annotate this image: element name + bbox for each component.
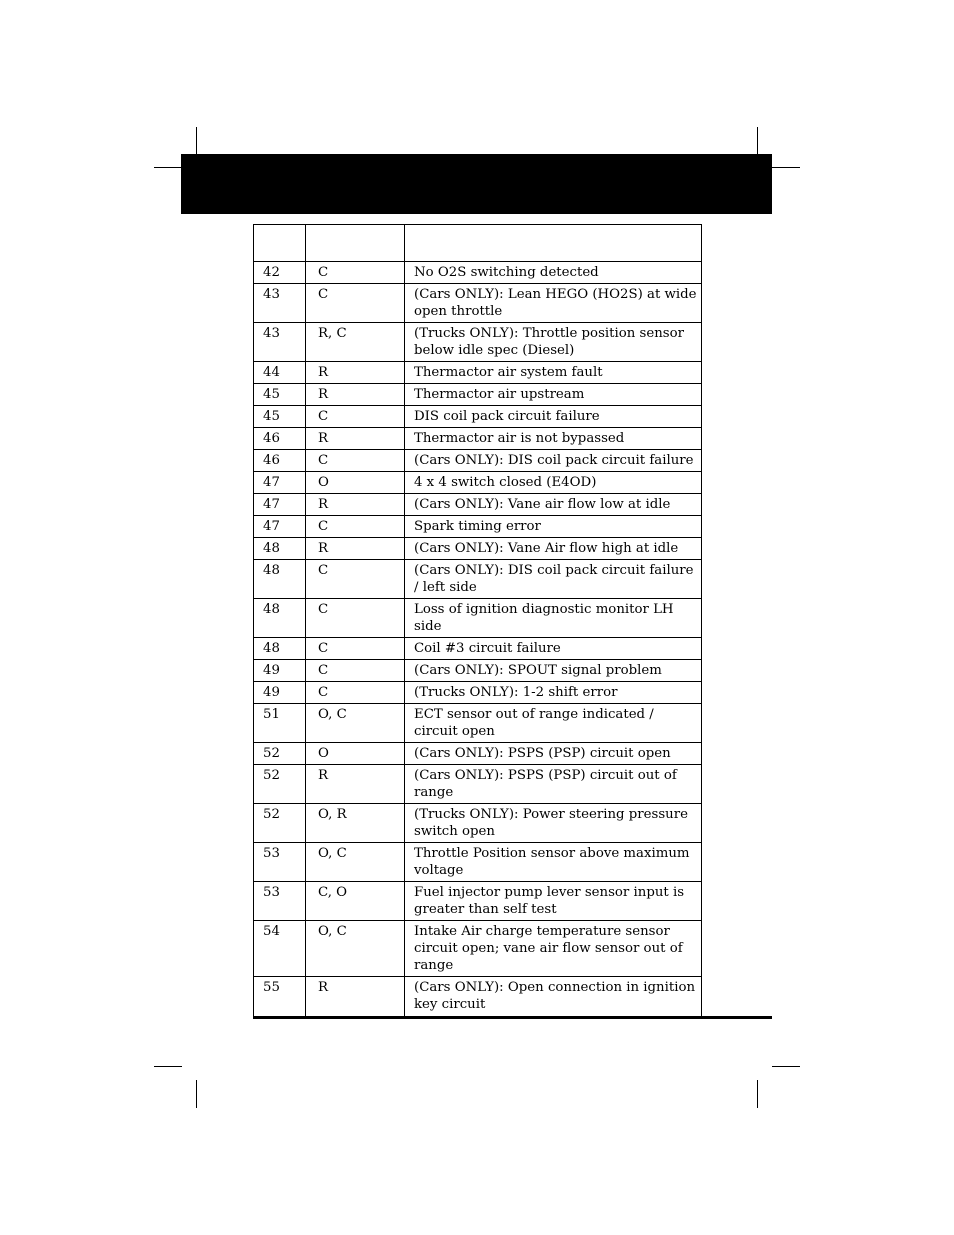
- table-header: [254, 225, 702, 262]
- code-cell: 47: [254, 472, 306, 494]
- code-cell: 52: [254, 743, 306, 765]
- type-cell: C: [306, 560, 405, 599]
- description-cell: (Cars ONLY): PSPS (PSP) circuit open: [405, 743, 702, 765]
- header-banner: [181, 154, 772, 214]
- code-cell: 53: [254, 843, 306, 882]
- type-cell: C: [306, 599, 405, 638]
- crop-mark-top-right: [757, 127, 758, 155]
- description-cell: Throttle Position sensor above maximum voltage: [405, 843, 702, 882]
- description-cell: (Cars ONLY): SPOUT signal problem: [405, 660, 702, 682]
- code-cell: 47: [254, 516, 306, 538]
- table-row: [254, 682, 702, 704]
- type-cell: C: [306, 660, 405, 682]
- description-cell: DIS coil pack circuit failure: [405, 406, 702, 428]
- code-cell: 55: [254, 977, 306, 1019]
- header-description: [405, 225, 702, 262]
- table-row: [254, 921, 702, 977]
- table-row: [254, 765, 702, 804]
- header-row: [254, 225, 702, 262]
- code-cell: 53: [254, 882, 306, 921]
- type-cell: C: [306, 262, 405, 284]
- description-cell: Thermactor air is not bypassed: [405, 428, 702, 450]
- code-cell: 48: [254, 538, 306, 560]
- code-cell: 51: [254, 704, 306, 743]
- type-cell: C: [306, 682, 405, 704]
- type-cell: C, O: [306, 882, 405, 921]
- code-cell: 52: [254, 804, 306, 843]
- code-cell: 45: [254, 384, 306, 406]
- table-row: [254, 450, 702, 472]
- code-cell: 48: [254, 599, 306, 638]
- table-row: [254, 843, 702, 882]
- table-row: [254, 362, 702, 384]
- crop-mark-bottom-left-horizontal: [154, 1066, 182, 1067]
- table-row: [254, 406, 702, 428]
- description-cell: Thermactor air upstream: [405, 384, 702, 406]
- description-cell: Coil #3 circuit failure: [405, 638, 702, 660]
- code-cell: 46: [254, 428, 306, 450]
- code-cell: 43: [254, 284, 306, 323]
- type-cell: C: [306, 516, 405, 538]
- type-cell: O, C: [306, 921, 405, 977]
- crop-mark-top-left: [196, 127, 197, 155]
- description-cell: (Trucks ONLY): Power steering pressure switch open: [405, 804, 702, 843]
- type-cell: O, C: [306, 704, 405, 743]
- table-row: [254, 262, 702, 284]
- code-cell: 43: [254, 323, 306, 362]
- type-cell: O: [306, 472, 405, 494]
- table-row: [254, 538, 702, 560]
- table-row: [254, 638, 702, 660]
- code-cell: 42: [254, 262, 306, 284]
- description-cell: (Cars ONLY): DIS coil pack circuit failure: [405, 450, 702, 472]
- table-row: [254, 284, 702, 323]
- code-cell: 48: [254, 638, 306, 660]
- description-cell: No O2S switching detected: [405, 262, 702, 284]
- footer-rule: [253, 1016, 772, 1019]
- description-cell: Spark timing error: [405, 516, 702, 538]
- crop-mark-bottom-right-horizontal: [772, 1066, 800, 1067]
- description-cell: (Cars ONLY): Vane Air flow high at idle: [405, 538, 702, 560]
- code-cell: 49: [254, 682, 306, 704]
- code-table: [253, 224, 702, 1019]
- type-cell: O, R: [306, 804, 405, 843]
- code-cell: 54: [254, 921, 306, 977]
- type-cell: R, C: [306, 323, 405, 362]
- description-cell: Loss of ignition diagnostic monitor LH side: [405, 599, 702, 638]
- header-code: [254, 225, 306, 262]
- code-cell: 49: [254, 660, 306, 682]
- type-cell: R: [306, 362, 405, 384]
- table-body: [254, 262, 702, 1019]
- table-row: [254, 804, 702, 843]
- type-cell: C: [306, 450, 405, 472]
- type-cell: R: [306, 384, 405, 406]
- description-cell: (Trucks ONLY): 1-2 shift error: [405, 682, 702, 704]
- table-row: [254, 743, 702, 765]
- description-cell: Fuel injector pump lever sensor input is greater than self test: [405, 882, 702, 921]
- description-cell: (Trucks ONLY): Throttle position sensor below idle spec (Diesel): [405, 323, 702, 362]
- table-row: [254, 494, 702, 516]
- code-cell: 44: [254, 362, 306, 384]
- code-cell: 48: [254, 560, 306, 599]
- header-type: [306, 225, 405, 262]
- code-cell: 46: [254, 450, 306, 472]
- description-cell: (Cars ONLY): DIS coil pack circuit failure / left side: [405, 560, 702, 599]
- type-cell: R: [306, 428, 405, 450]
- table-row: [254, 599, 702, 638]
- type-cell: O: [306, 743, 405, 765]
- crop-mark-bottom-left: [196, 1080, 197, 1108]
- type-cell: R: [306, 494, 405, 516]
- table-row: [254, 472, 702, 494]
- code-cell: 45: [254, 406, 306, 428]
- table-row: [254, 882, 702, 921]
- table-row: [254, 660, 702, 682]
- type-cell: C: [306, 638, 405, 660]
- table-row: [254, 323, 702, 362]
- code-cell: 47: [254, 494, 306, 516]
- description-cell: ECT sensor out of range indicated / circuit open: [405, 704, 702, 743]
- type-cell: O, C: [306, 843, 405, 882]
- type-cell: C: [306, 406, 405, 428]
- description-cell: (Cars ONLY): Vane air flow low at idle: [405, 494, 702, 516]
- table-row: [254, 704, 702, 743]
- table-row: [254, 560, 702, 599]
- description-cell: (Cars ONLY): Open connection in ignition key circuit: [405, 977, 702, 1019]
- type-cell: R: [306, 538, 405, 560]
- description-cell: Intake Air charge temperature sensor circuit open; vane air flow sensor out of range: [405, 921, 702, 977]
- description-cell: (Cars ONLY): Lean HEGO (HO2S) at wide open throttle: [405, 284, 702, 323]
- code-cell: 52: [254, 765, 306, 804]
- table-row: [254, 428, 702, 450]
- table-row: [254, 384, 702, 406]
- table-row: [254, 977, 702, 1019]
- description-cell: Thermactor air system fault: [405, 362, 702, 384]
- table-row: [254, 516, 702, 538]
- type-cell: R: [306, 977, 405, 1019]
- type-cell: C: [306, 284, 405, 323]
- crop-mark-top-left-horizontal: [154, 167, 182, 168]
- crop-mark-top-right-horizontal: [772, 167, 800, 168]
- description-cell: 4 x 4 switch closed (E4OD): [405, 472, 702, 494]
- description-cell: (Cars ONLY): PSPS (PSP) circuit out of range: [405, 765, 702, 804]
- crop-mark-bottom-right: [757, 1080, 758, 1108]
- type-cell: R: [306, 765, 405, 804]
